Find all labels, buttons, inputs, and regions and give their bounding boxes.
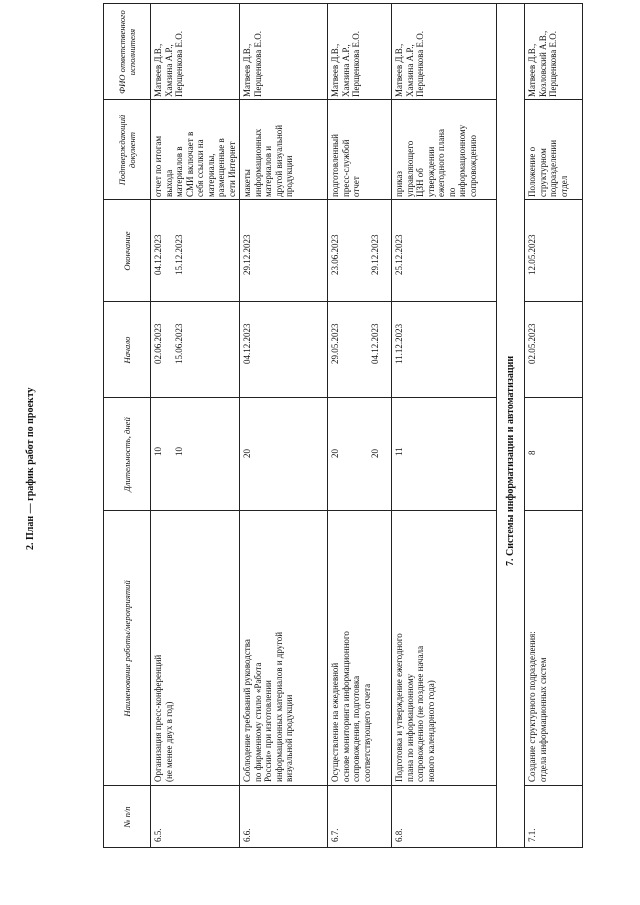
row-6-5-end-2: 15.12.2023 bbox=[174, 234, 184, 275]
row-7-1-end: 12.05.2023 bbox=[527, 234, 537, 275]
row-7-1-name: Создание структурного подразделения: отдела информационных систем bbox=[527, 631, 548, 782]
row-6-7-document: подготовленный пресс-службой отчет bbox=[330, 134, 361, 197]
row-7-1-document: Положение о структурном подразделении отдел bbox=[527, 139, 569, 197]
row-6-5-responsible: Матвеев Д.В., Хамзина А.Р., Перщенкова Е.О. bbox=[153, 30, 184, 97]
row-6-7-start-2: 04.12.2023 bbox=[370, 323, 380, 364]
row-6-7-number: 6.7. bbox=[330, 828, 340, 842]
row-6-7-name: Осуществление на ежедневной основе мониторинга информационного сопровождения, подготовка соответствующего отчета bbox=[330, 631, 372, 782]
row-6-6-start: 04.12.2023 bbox=[242, 323, 252, 364]
row-6-6-number: 6.6. bbox=[242, 828, 252, 842]
header-task-name: Наименование работы/мероприятий bbox=[122, 580, 132, 717]
row-6-7-responsible: Матвеев Д.В., Хамзина А.Р., Перщенкова Е.О. bbox=[330, 30, 361, 97]
row-6-5-end-1: 04.12.2023 bbox=[153, 234, 163, 275]
header-document: Подтверждающий документ bbox=[117, 114, 137, 186]
row-6-8-name: Подготовка и утверждение ежегодного плана по информационному сопровождению (не позднее начала нового календарного года) bbox=[394, 633, 436, 782]
row-6-7-start-1: 29.05.2023 bbox=[330, 323, 340, 364]
row-6-8-responsible: Матвеев Д.В., Хамзина А.Р., Перщенкова Е.О. bbox=[394, 30, 425, 97]
row-6-7-duration-1: 20 bbox=[330, 449, 340, 458]
row-7-1-start: 02.05.2023 bbox=[527, 323, 537, 364]
row-6-7-end-1: 23.06.2023 bbox=[330, 234, 340, 275]
header-responsible: ФИО ответственного исполнителя bbox=[117, 10, 137, 94]
schedule-table bbox=[103, 3, 583, 848]
header-number: № п/п bbox=[122, 806, 132, 828]
plan-title: 2. План — график работ по проекту bbox=[25, 387, 36, 550]
header-end: Окончание bbox=[122, 231, 132, 271]
row-6-6-document: макеты информационных материалов и другой визуальной продукции bbox=[242, 124, 294, 197]
section-title: 7. Системы информатизации и автоматизации bbox=[505, 355, 516, 566]
row-6-6-name: Соблюдение требований руководства по фирменному стилю «Работа России» при изготовлении информационных материалов и другой визуальной продукции bbox=[242, 631, 294, 782]
row-7-1-responsible: Матвеев Д.В., Козловский А.В., Перщенкова Е.О. bbox=[527, 30, 558, 97]
row-6-5-name: Организация пресс-конференций (не менее двух в год) bbox=[153, 654, 174, 782]
row-6-8-document: приказ управляющего ЦЗН об утверждении ежегодного плана по информационному сопровождению bbox=[394, 124, 478, 197]
row-6-8-end: 25.12.2023 bbox=[394, 234, 404, 275]
row-6-6-duration: 20 bbox=[242, 449, 252, 458]
row-6-8-number: 6.8. bbox=[394, 828, 404, 842]
row-6-8-start: 11.12.2023 bbox=[394, 323, 404, 364]
row-6-8-duration: 11 bbox=[394, 447, 404, 456]
row-6-5-start-1: 02.06.2023 bbox=[153, 323, 163, 364]
row-6-5-duration-2: 10 bbox=[174, 447, 184, 456]
header-duration: Длительность, дней bbox=[122, 417, 132, 492]
row-6-7-end-2: 29.12.2023 bbox=[370, 234, 380, 275]
header-start: Начало bbox=[122, 336, 132, 364]
row-6-5-duration-1: 10 bbox=[153, 447, 163, 456]
row-7-1-duration: 8 bbox=[527, 450, 537, 455]
row-6-7-duration-2: 20 bbox=[370, 449, 380, 458]
row-6-6-responsible: Матвеев Д.В., Перщенкова Е.О. bbox=[242, 30, 263, 97]
row-6-5-number: 6.5. bbox=[153, 828, 163, 842]
row-7-1-number: 7.1. bbox=[527, 828, 537, 842]
row-6-6-end: 29.12.2023 bbox=[242, 234, 252, 275]
row-6-5-document: отчет по итогам выхода материалов в СМИ включает в себя ссылки на материалы, размещенные в сети Интернет bbox=[153, 131, 237, 197]
row-6-5-start-2: 15.06.2023 bbox=[174, 323, 184, 364]
